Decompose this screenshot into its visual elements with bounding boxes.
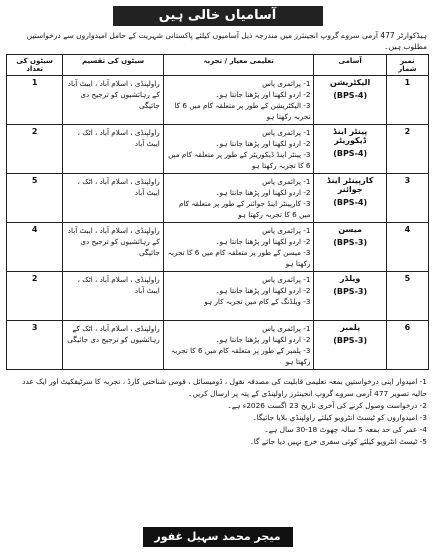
post-name: کارپینٹر اینڈ جوائنر bbox=[326, 176, 374, 194]
requirement-line: 2- اردو لکھنا اور پڑھنا جانتا ہو۔ bbox=[215, 237, 311, 246]
requirement-line: 3- پینٹر اینڈ ڈیکوریٹر کے طور پر متعلقہ کام میں 6 کا تجربہ رکھتا ہو bbox=[168, 150, 311, 170]
seats-cell: 3 bbox=[7, 321, 63, 370]
distribution-cell: راولپنڈی ، اسلام آباد ، اٹک کے رہائشیوں کو ترجیح دی جائیگی bbox=[63, 321, 163, 370]
requirement-line: 3- کارپینٹر اینڈ جوائنر کے طور پر متعلقہ کام میں 6 کا تجربہ رکھتا ہو bbox=[178, 199, 311, 219]
requirements-cell bbox=[163, 321, 314, 370]
notes-section bbox=[8, 376, 427, 448]
table-row bbox=[7, 76, 429, 125]
post-name: الیکٹریشن bbox=[330, 78, 371, 87]
table-row bbox=[7, 272, 429, 321]
row-number: 1 bbox=[386, 76, 428, 125]
signature-banner: میجر محمد سہیل غفور bbox=[143, 527, 293, 547]
post-cell bbox=[314, 174, 386, 223]
seats-cell: 2 bbox=[7, 125, 63, 174]
table-row bbox=[7, 174, 429, 223]
seats-cell: 2 bbox=[7, 272, 63, 321]
pay-scale: (BPS-4) bbox=[333, 149, 368, 158]
col-header-post: آسامی bbox=[314, 55, 386, 76]
requirement-line: 2- اردو لکھنا اور پڑھنا جانتا ہو۔ bbox=[215, 188, 311, 197]
requirements-cell bbox=[163, 272, 314, 321]
requirement-line: 2- اردو لکھنا اور پڑھنا جانتا ہو۔ bbox=[215, 90, 311, 99]
vacancy-table bbox=[6, 54, 429, 370]
requirement-line: 2- اردو لکھنا اور پڑھنا جانتا ہو۔ bbox=[215, 286, 311, 295]
col-header-no: نمبر شمار bbox=[386, 55, 428, 76]
requirement-line: 1- پرائمری پاس bbox=[262, 226, 311, 235]
col-header-requirements: تعلیمی معیار / تجربہ bbox=[163, 55, 314, 76]
note-line: 1- امیدوار اپنی درخواستیں بمعہ تعلیمی قابلیت کی مصدقہ نقول ، ڈومیسائل ، قومی شناختی کارڈ ، تجربہ کا سرٹیفکیٹ اور ایک عدد حالیہ تصویر 477 آرمی سروے گروپ انجینئرز راولپنڈی کے پتہ پر ارسال کریں۔ bbox=[22, 377, 427, 398]
row-number: 4 bbox=[386, 223, 428, 272]
post-cell bbox=[314, 272, 386, 321]
requirement-line: 1- پرائمری پاس bbox=[262, 79, 311, 88]
row-number: 3 bbox=[386, 174, 428, 223]
col-header-distribution: سیٹوں کی تقسیم bbox=[63, 55, 163, 76]
requirement-line: 2- اردو لکھنا اور پڑھنا جانتا ہو۔ bbox=[215, 335, 311, 344]
post-cell bbox=[314, 76, 386, 125]
table-row bbox=[7, 125, 429, 174]
requirement-line: 3- الیکٹریشن کے طور پر متعلقہ کام میں 6 کا تجربہ رکھتا ہو bbox=[174, 101, 311, 121]
note-line: 4- عمر کی حد بمعہ 5 سالہ چھوٹ 18-30 سال ہے۔ bbox=[264, 425, 427, 434]
pay-scale: (BPS-3) bbox=[333, 238, 368, 247]
table-row bbox=[7, 321, 429, 370]
col-header-seats: سیٹوں کی تعداد bbox=[7, 55, 63, 76]
distribution-cell: راولپنڈی ، اسلام آباد ، ایبٹ آباد کے رہائشیوں کو ترجیح دی جائیگی bbox=[63, 223, 163, 272]
row-number: 6 bbox=[386, 321, 428, 370]
requirement-line: 3- پلمبر کے طور پر متعلقہ کام میں 6 کا تجربہ رکھتا ہو bbox=[171, 346, 311, 366]
requirement-line: 1- پرائمری پاس bbox=[262, 177, 311, 186]
pay-scale: (BPS-3) bbox=[333, 287, 368, 296]
requirement-line: 2- اردو لکھنا اور پڑھنا جانتا ہو۔ bbox=[215, 139, 311, 148]
post-name: پینٹر اینڈ ڈیکوریٹر bbox=[333, 127, 368, 145]
note-line: 3- امیدواروں کو ٹیسٹ انٹرویو کیلئے راولپنڈی بلایا جائیگا۔ bbox=[252, 413, 427, 422]
table-row bbox=[7, 223, 429, 272]
requirement-line: 1- پرائمری پاس bbox=[262, 275, 311, 284]
distribution-cell: راولپنڈی ، اسلام آباد ، اٹک ، ایبٹ آباد bbox=[63, 125, 163, 174]
requirement-line: 3- ویلڈنگ کے کام میں تجربہ کار ہو bbox=[204, 297, 311, 306]
post-name: پلمبر bbox=[340, 323, 361, 332]
table-header-row bbox=[7, 55, 429, 76]
note-line: 2- درخواست وصول کرنے کی آخری تاریخ 23 اگست 2026ء ہے۔ bbox=[227, 401, 427, 410]
pay-scale: (BPS-4) bbox=[333, 91, 368, 100]
seats-cell: 1 bbox=[7, 76, 63, 125]
page-title: آسامیاں خالی ہیں bbox=[113, 6, 323, 26]
intro-text: ہیڈکوارٹر 477 آرمی سروے گروپ انجینئرز میں مندرجہ ذیل آسامیوں کیلئے پاکستانی شہریت کے حامل امیدواروں سے درخواستیں مطلوب ہیں۔ bbox=[26, 31, 427, 51]
distribution-cell: راولپنڈی ، اسلام آباد ، اٹک ، ایبٹ آباد bbox=[63, 174, 163, 223]
requirements-cell bbox=[163, 174, 314, 223]
requirement-line: 1- پرائمری پاس bbox=[262, 324, 311, 333]
row-number: 2 bbox=[386, 125, 428, 174]
seats-cell: 5 bbox=[7, 174, 63, 223]
post-cell bbox=[314, 125, 386, 174]
pay-scale: (BPS-3) bbox=[333, 336, 368, 345]
requirement-line: 3- میسن کے طور پر متعلقہ کام میں 6 کا تجربہ رکھتا ہو bbox=[167, 248, 311, 268]
requirement-line: 1- پرائمری پاس bbox=[262, 128, 311, 137]
pay-scale: (BPS-4) bbox=[333, 198, 368, 207]
distribution-cell: راولپنڈی ، اسلام آباد ، ایبٹ آباد کے رہائشیوں کو ترجیح دی جائیگی bbox=[63, 76, 163, 125]
post-cell bbox=[314, 321, 386, 370]
requirements-cell bbox=[163, 223, 314, 272]
note-line: 5- ٹیسٹ انٹرویو کیلئے کوئی سفری خرچ نہیں دیا جائے گا۔ bbox=[249, 437, 427, 446]
requirements-cell bbox=[163, 125, 314, 174]
seats-cell: 4 bbox=[7, 223, 63, 272]
post-cell bbox=[314, 223, 386, 272]
row-number: 5 bbox=[386, 272, 428, 321]
post-name: ویلڈر bbox=[339, 274, 361, 283]
post-name: میسن bbox=[338, 225, 362, 234]
distribution-cell: راولپنڈی ، اسلام آباد ، اٹک ، ایبٹ آباد bbox=[63, 272, 163, 321]
requirements-cell bbox=[163, 76, 314, 125]
